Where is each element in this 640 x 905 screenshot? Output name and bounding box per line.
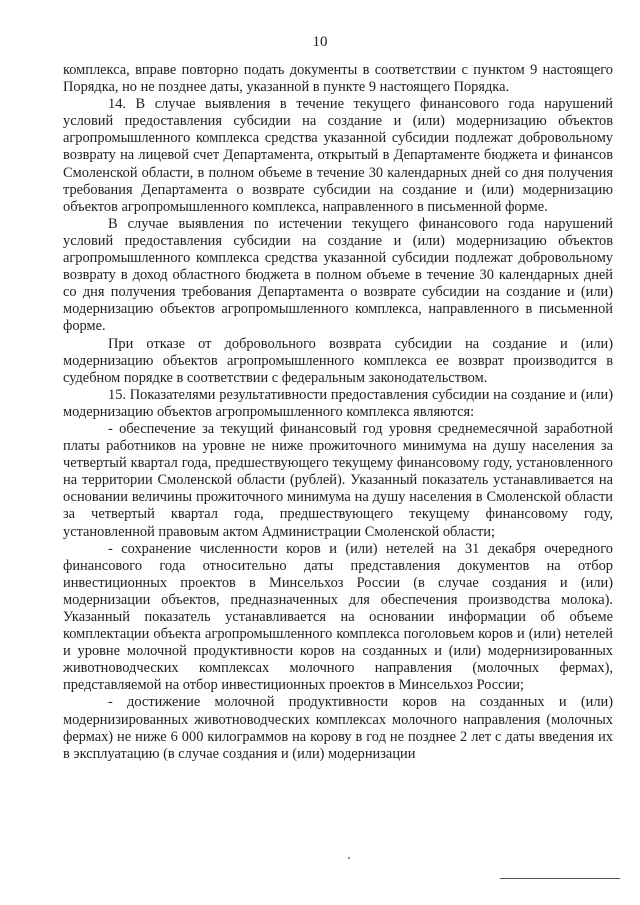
paragraph-item-15: 15. Показателями результативности предоставления субсидии на создание и (или) модернизацию объектов агропромышленного комплекса являются: — [63, 386, 613, 420]
list-item-salary: - обеспечение за текущий финансовый год уровня среднемесячной заработной платы работников на уровне не ниже прожиточного минимума на душу населения за четвертый квартал года, предшествующего текущему финансовому году, установленного на территории Смоленской области (рублей). Указанный показатель устанавливается на основании величины прожиточного минимума на душу населения в Смоленской области за четвертый квартал года, предшествующего текущему финансовому году, установленной правовым актом Администрации Смоленской области; — [63, 420, 613, 540]
scan-speck — [348, 857, 350, 859]
paragraph-continuation: комплекса, вправе повторно подать документы в соответствии с пунктом 9 настоящего Порядка, но не позднее даты, указанной в пункте 9 настоящего Порядка. — [63, 62, 613, 96]
body-text — [63, 62, 613, 763]
bottom-rule — [500, 878, 620, 879]
page-number: 10 — [312, 34, 328, 50]
paragraph-refusal: При отказе от добровольного возврата субсидии на создание и (или) модернизацию объектов агропромышленного комплекса ее возврат производится в судебном порядке в соответствии с федеральным законодательством. — [63, 335, 613, 386]
paragraph-after-year-end: В случае выявления по истечении текущего финансового года нарушений условий предоставления субсидии на создание и (или) модернизацию объектов агропромышленного комплекса средства указанной субсидии подлежат добровольному возврату в доход областного бюджета в полном объеме в течение 30 календарных дней со дня получения требования Департамента о возврате субсидии на создание и (или) модернизацию объектов агропромышленного комплекса, направленного в письменной форме. — [63, 215, 613, 335]
list-item-livestock: - сохранение численности коров и (или) нетелей на 31 декабря очередного финансового года относительно даты представления документов на отбор инвестиционных проектов в Минсельхоз России (в случае создания и (или) модернизации объектов, предназначенных для обеспечения производства молока). Указанный показатель устанавливается на основании информации об объеме комплектации объекта агропромышленного комплекса поголовьем коров и (или) нетелей и уровне молочной продуктивности коров на созданных и (или) модернизированных животноводческих комплексах молочного направления (молочных фермах), представляемой на отбор инвестиционных проектов в Минсельхоз России; — [63, 540, 613, 694]
list-item-milk-yield: - достижение молочной продуктивности коров на созданных и (или) модернизированных животноводческих комплексах молочного направления (молочных фермах) не ниже 6 000 килограммов на корову в год не позднее 2 лет с даты введения их в эксплуатацию (в случае создания и (или) модернизации — [63, 694, 613, 762]
paragraph-item-14: 14. В случае выявления в течение текущего финансового года нарушений условий предоставления субсидии на создание и (или) модернизацию объектов агропромышленного комплекса средства указанной субсидии подлежат добровольному возврату на лицевой счет Департамента, открытый в Департаменте бюджета и финансов Смоленской области, в полном объеме в течение 30 календарных дней со дня получения требования Департамента о возврате субсидии на создание и (или) модернизацию объектов агропромышленного комплекса, направленного в письменной форме. — [63, 96, 613, 215]
